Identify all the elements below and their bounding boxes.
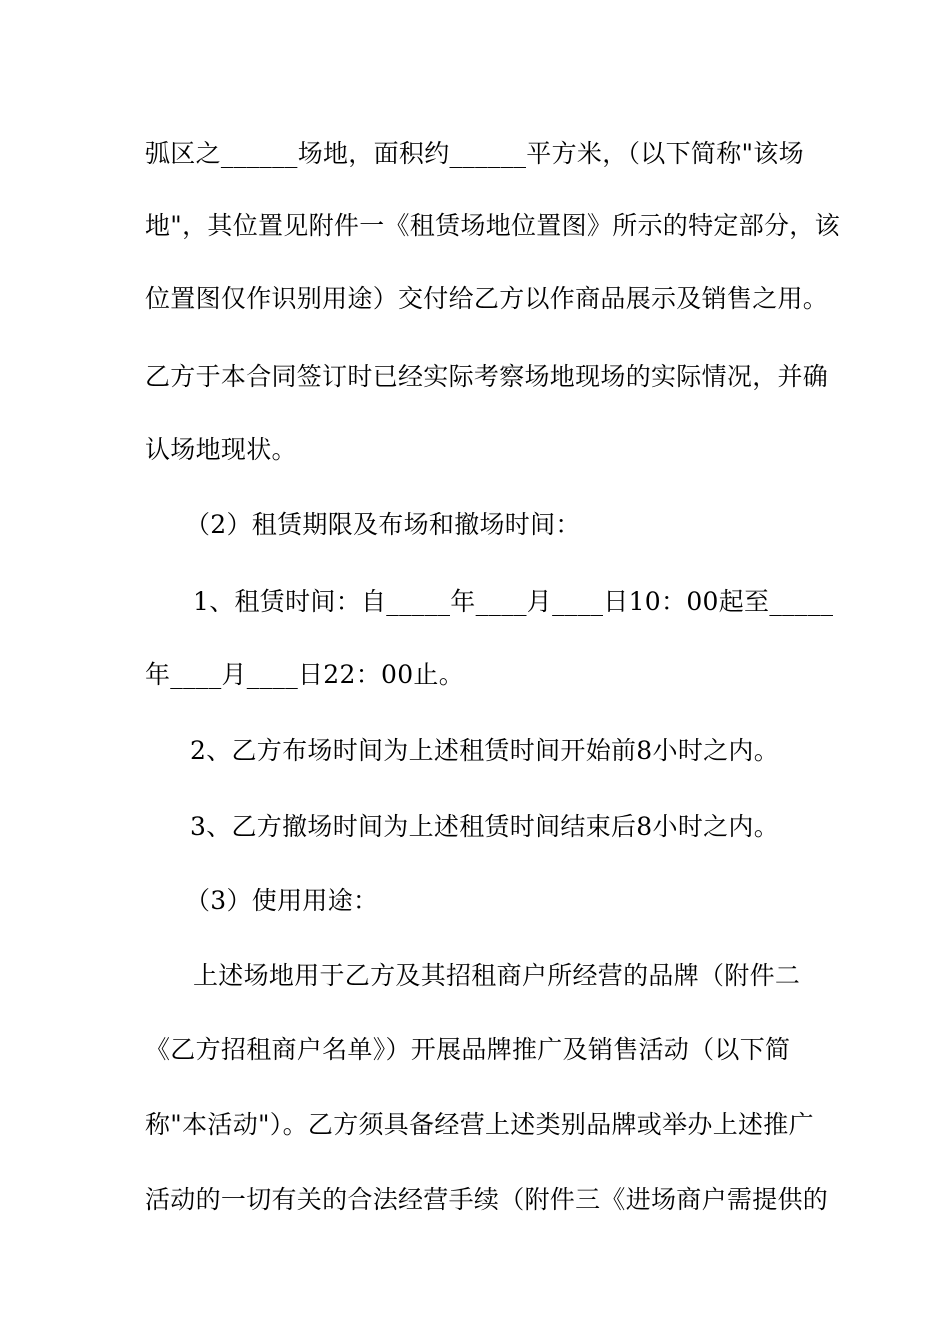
section-heading: （3）使用用途： xyxy=(185,886,379,915)
list-item: 3、乙方撤场时间为上述租赁时间结束后8小时之内。 xyxy=(190,812,780,841)
paragraph-line: 上述场地用于乙方及其招租商户所经营的品牌（附件二 xyxy=(193,961,801,990)
paragraph-line: 称"本活动"）。乙方须具备经营上述类别品牌或举办上述推广 xyxy=(145,1110,814,1139)
paragraph-line: 《乙方招租商户名单》）开展品牌推广及销售活动（以下简 xyxy=(145,1035,791,1064)
paragraph-line: 年____月____日22：00止。 xyxy=(145,660,465,689)
paragraph-line: 活动的一切有关的合法经营手续（附件三《进场商户需提供的 xyxy=(145,1185,829,1214)
list-item: 1、租赁时间：自_____年____月____日10：00起至_____ xyxy=(193,587,834,616)
paragraph-line: 地"，其位置见附件一《租赁场地位置图》所示的特定部分，该 xyxy=(145,211,840,240)
section-heading: （2）租赁期限及布场和撤场时间： xyxy=(185,510,581,539)
paragraph-line: 乙方于本合同签订时已经实际考察场地现场的实际情况，并确 xyxy=(145,362,829,391)
paragraph-line: 位置图仅作识别用途）交付给乙方以作商品展示及销售之用。 xyxy=(145,284,829,313)
paragraph-line: 弧区之______场地，面积约______平方米，（以下简称"该场 xyxy=(145,139,804,168)
paragraph-line: 认场地现状。 xyxy=(145,435,297,464)
list-item: 2、乙方布场时间为上述租赁时间开始前8小时之内。 xyxy=(190,736,780,765)
